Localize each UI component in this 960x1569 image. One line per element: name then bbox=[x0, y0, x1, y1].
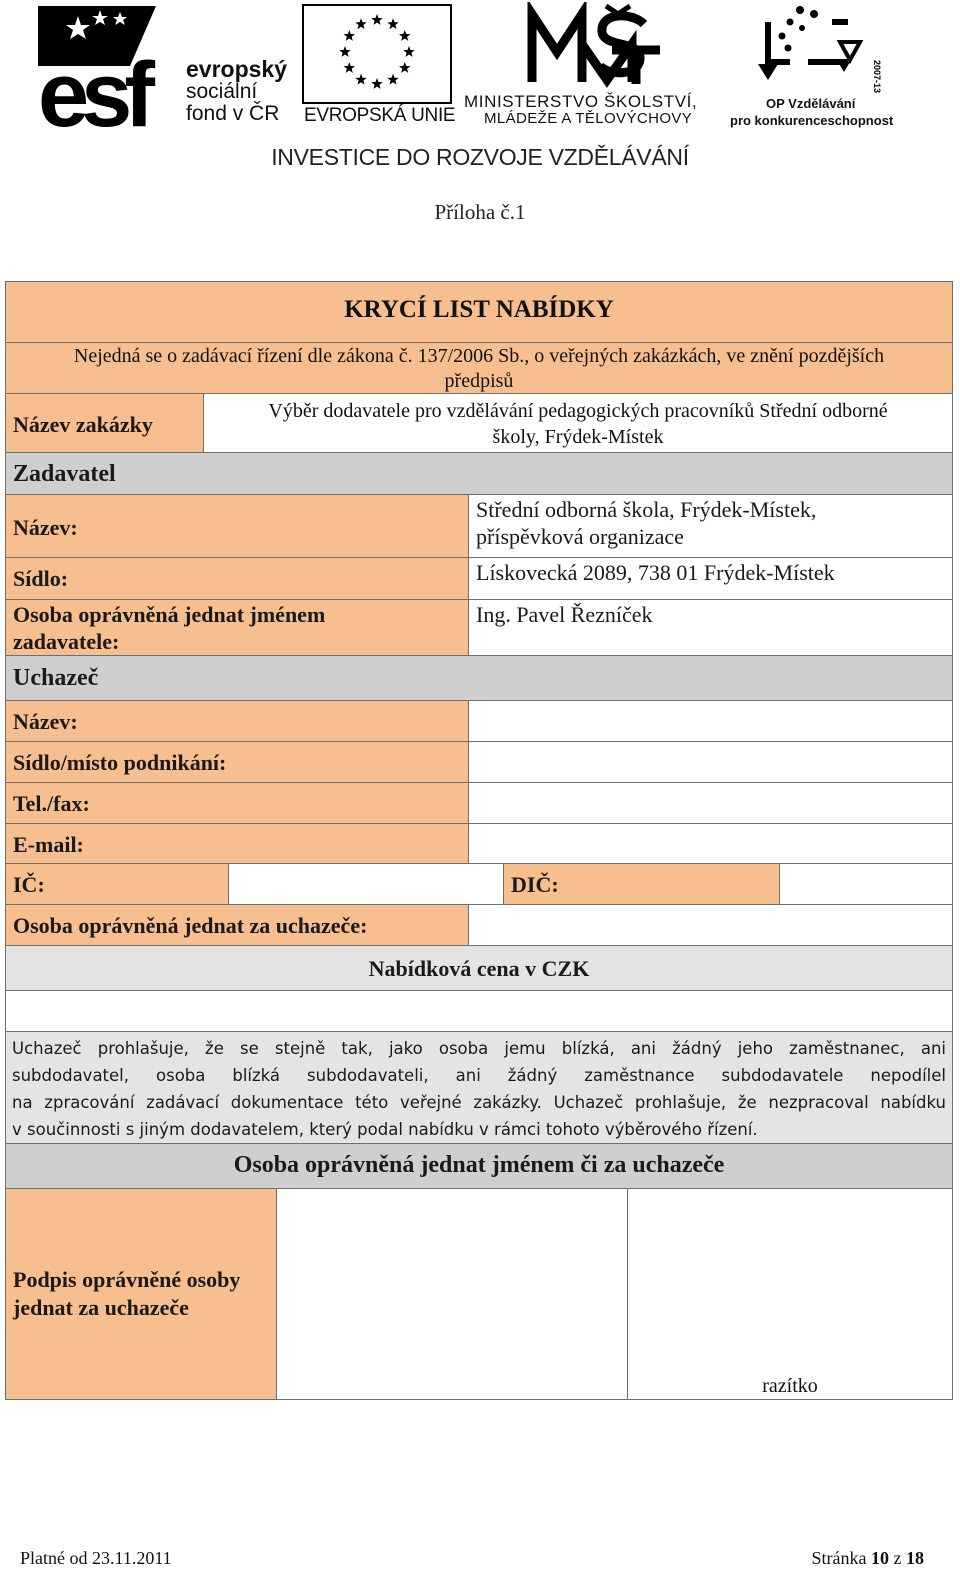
uchazec-dic-field[interactable] bbox=[779, 863, 953, 905]
osoba-heading: Osoba oprávněná jednat jménem či za uchazeče bbox=[233, 1152, 725, 1178]
zadavatel-nazev-label: Název: bbox=[13, 515, 78, 540]
eu-logo bbox=[302, 4, 454, 130]
uchazec-osoba-label: Osoba oprávněná jednat za uchazeče: bbox=[13, 913, 368, 938]
nazev-zakazky-value-line2: školy, Frýdek-Místek bbox=[492, 426, 664, 448]
declaration-line: Uchazeč prohlašuje, že se stejně tak, jako osoba jemu blízká, ani žádný jeho zaměstnanec, ani bbox=[12, 1039, 946, 1058]
uchazec-email-label-cell bbox=[5, 823, 469, 864]
esf-logo bbox=[38, 6, 298, 131]
uchazec-sidlo-label-cell bbox=[5, 741, 469, 783]
footer-page-current: 10 bbox=[871, 1548, 889, 1568]
uchazec-osoba-field[interactable] bbox=[468, 904, 953, 946]
podpis-label-line1: Podpis oprávněné osoby bbox=[13, 1267, 241, 1292]
declaration-line: v součinnosti s jiným dodavatelem, který podal nabídku v rámci tohoto výběrového řízení. bbox=[12, 1120, 758, 1139]
nazev-zakazky-label: Název zakázky bbox=[13, 412, 153, 437]
cena-heading: Nabídková cena v CZK bbox=[368, 956, 590, 981]
zadavatel-sidlo-label-cell bbox=[5, 557, 469, 600]
uchazec-tel-label-cell bbox=[5, 782, 469, 824]
uchazec-nazev-label: Název: bbox=[13, 709, 78, 734]
msmt-line1: MINISTERSTVO ŠKOLSTVÍ, bbox=[464, 92, 698, 111]
op-line1: OP Vzdělávání bbox=[766, 96, 856, 111]
uchazec-dic-label: DIČ: bbox=[511, 872, 559, 897]
zadavatel-osoba-label-line1: Osoba oprávněná jednat jménem bbox=[13, 602, 326, 627]
zadavatel-osoba-value: Ing. Pavel Řezníček bbox=[476, 602, 653, 627]
uchazec-heading: Uchazeč bbox=[13, 665, 99, 691]
nazev-zakazky-value-cell bbox=[203, 393, 953, 453]
footer-page-total: 18 bbox=[906, 1548, 924, 1568]
svg-text:esf: esf bbox=[38, 44, 147, 131]
form-title: KRYCÍ LIST NABÍDKY bbox=[344, 296, 614, 323]
zadavatel-sidlo-value-cell bbox=[468, 557, 953, 600]
uchazec-tel-label: Tel./fax: bbox=[13, 791, 90, 816]
zadavatel-osoba-value-cell bbox=[468, 599, 953, 656]
zadavatel-nazev-value-line2: příspěvková organizace bbox=[476, 524, 684, 549]
msmt-monogram-icon bbox=[462, 2, 724, 92]
esf-line3: fond v ČR bbox=[186, 102, 280, 125]
uchazec-osoba-label-cell bbox=[5, 904, 469, 946]
zadavatel-nazev-value-cell bbox=[468, 494, 953, 558]
esf-line2: sociální bbox=[186, 80, 258, 103]
uchazec-ic-label-cell bbox=[5, 863, 229, 905]
esf-line1: evropský bbox=[186, 56, 288, 82]
form-title-cell bbox=[5, 281, 953, 343]
form-subtitle-cell bbox=[5, 342, 953, 394]
priloha-label: Příloha č.1 bbox=[434, 200, 526, 224]
podpis-label-cell bbox=[5, 1188, 277, 1400]
uchazec-dic-label-cell bbox=[503, 863, 780, 905]
svg-text:2007-13: 2007-13 bbox=[872, 60, 882, 94]
uchazec-email-label: E-mail: bbox=[13, 832, 84, 857]
uchazec-sidlo-label: Sídlo/místo podnikání: bbox=[13, 750, 227, 775]
uchazec-email-field[interactable] bbox=[468, 823, 953, 864]
cena-field[interactable] bbox=[5, 990, 953, 1032]
zadavatel-osoba-label-cell bbox=[5, 599, 469, 656]
uchazec-nazev-field[interactable] bbox=[468, 700, 953, 742]
zadavatel-osoba-label-line2: zadavatele: bbox=[13, 629, 120, 654]
razitko-label: razítko bbox=[762, 1375, 818, 1397]
uchazec-sidlo-field[interactable] bbox=[468, 741, 953, 783]
uchazec-nazev-label-cell bbox=[5, 700, 469, 742]
investice-slogan: INVESTICE DO ROZVOJE VZDĚLÁVÁNÍ bbox=[271, 144, 689, 170]
uchazec-ic-field[interactable] bbox=[228, 863, 504, 905]
footer-page-prefix: Stránka bbox=[811, 1548, 871, 1568]
zadavatel-heading: Zadavatel bbox=[13, 461, 116, 487]
stamp-field[interactable] bbox=[627, 1188, 953, 1400]
podpis-label-line2: jednat za uchazeče bbox=[13, 1295, 189, 1320]
zadavatel-nazev-value-line1: Střední odborná škola, Frýdek-Místek, bbox=[476, 497, 817, 522]
eu-caption: EVROPSKÁ UNIE bbox=[304, 105, 456, 126]
zadavatel-heading-cell bbox=[5, 452, 953, 495]
uchazec-heading-cell bbox=[5, 655, 953, 701]
zadavatel-sidlo-value: Lískovecká 2089, 738 01 Frýdek-Místek bbox=[476, 560, 835, 585]
declaration-text bbox=[12, 1035, 946, 1143]
footer-valid-from: Platné od 23.11.2011 bbox=[20, 1548, 172, 1568]
zadavatel-nazev-label-cell bbox=[5, 494, 469, 558]
footer-page-number bbox=[812, 1548, 924, 1569]
op-logo bbox=[728, 2, 896, 130]
logo-header bbox=[0, 0, 960, 140]
msmt-line2: MLÁDEŽE A TĚLOVÝCHOVY bbox=[484, 110, 693, 127]
eu-flag-icon bbox=[302, 4, 454, 104]
form-subtitle-line1: Nejedná se o zadávací řízení dle zákona č. 137/2006 Sb., o veřejných zakázkách, ve znění pozdějších bbox=[73, 345, 885, 367]
signature-field[interactable] bbox=[276, 1188, 628, 1400]
nazev-zakazky-label-cell bbox=[5, 393, 204, 453]
declaration-line: na zpracování zadávací dokumentace této veřejné zakázky. Uchazeč prohlašuje, že nezpracoval nabídku bbox=[12, 1093, 946, 1112]
osoba-heading-cell bbox=[5, 1143, 953, 1189]
msmt-logo bbox=[462, 2, 724, 130]
zadavatel-sidlo-label: Sídlo: bbox=[13, 566, 69, 591]
uchazec-tel-field[interactable] bbox=[468, 782, 953, 824]
nazev-zakazky-value-line1: Výběr dodavatele pro vzdělávání pedagogických pracovníků Střední odborné bbox=[268, 400, 888, 422]
declaration-line: subdodavatel, osoba blízká subdodavateli, ani žádný zaměstnance subdodavatele nepodílel bbox=[12, 1066, 946, 1085]
form-subtitle-line2: předpisů bbox=[444, 370, 514, 392]
op-logo-icon bbox=[728, 2, 896, 94]
footer-page-of: z bbox=[889, 1548, 906, 1568]
cena-heading-cell bbox=[5, 945, 953, 991]
op-line2: pro konkurenceschopnost bbox=[730, 113, 894, 128]
uchazec-ic-label: IČ: bbox=[13, 872, 45, 897]
